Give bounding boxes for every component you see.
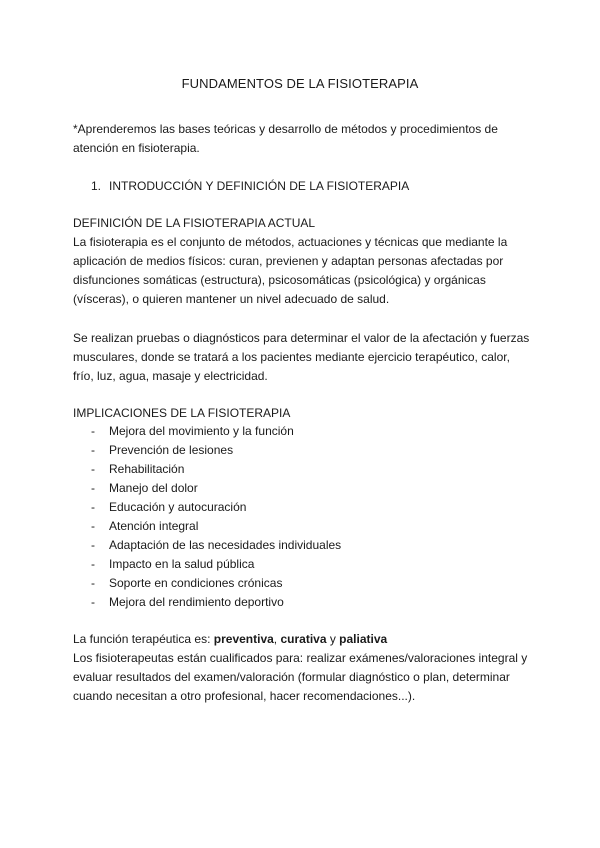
implications-heading: IMPLICACIONES DE LA FISIOTERAPIA <box>73 406 291 420</box>
list-item-text: Adaptación de las necesidades individuales <box>109 538 342 552</box>
function-sep-2: y <box>326 632 340 646</box>
list-item-text: Prevención de lesiones <box>109 443 234 457</box>
bullet-dash: - <box>91 462 95 476</box>
list-item <box>91 422 341 441</box>
list-item-text: Impacto en la salud pública <box>109 557 255 571</box>
tests-paragraph: Se realizan pruebas o diagnósticos para determinar el valor de la afectación y fuerzas musculares, donde se tratará a los pacientes mediante ejercicio terapéutico, calor, frío, luz, agua, masaje y electricidad. <box>73 331 530 383</box>
list-item-text: Mejora del movimiento y la función <box>109 424 294 438</box>
bullet-dash: - <box>91 481 95 495</box>
bullet-dash: - <box>91 595 95 609</box>
therapeutic-function-paragraph <box>73 630 533 649</box>
implications-list <box>91 422 341 612</box>
list-item <box>91 593 341 612</box>
list-item-text: Educación y autocuración <box>109 500 247 514</box>
section-1-heading <box>91 177 409 196</box>
list-item-text: Soporte en condiciones crónicas <box>109 576 283 590</box>
section-1-title: INTRODUCCIÓN Y DEFINICIÓN DE LA FISIOTERAPIA <box>109 179 410 193</box>
section-1-number: 1. <box>91 179 102 193</box>
function-curativa: curativa <box>280 632 327 646</box>
list-item <box>91 536 341 555</box>
bullet-dash: - <box>91 424 95 438</box>
bullet-dash: - <box>91 500 95 514</box>
list-item <box>91 555 341 574</box>
bullet-dash: - <box>91 443 95 457</box>
bullet-dash: - <box>91 538 95 552</box>
bullet-dash: - <box>91 576 95 590</box>
definition-paragraph: La fisioterapia es el conjunto de métodos, actuaciones y técnicas que mediante la aplicación de medios físicos: curan, previenen y adaptan personas afectadas por disfunciones somáticas (estructura), psicosomáticas (psicológica) y orgánicas (vísceras), o quieren mantener un nivel adecuado de salud. <box>73 235 508 306</box>
bullet-dash: - <box>91 557 95 571</box>
list-item-text: Manejo del dolor <box>109 481 198 495</box>
list-item <box>91 517 341 536</box>
list-item <box>91 441 341 460</box>
function-sep-1: , <box>273 632 281 646</box>
document-title: FUNDAMENTOS DE LA FISIOTERAPIA <box>181 76 419 91</box>
definition-heading: DEFINICIÓN DE LA FISIOTERAPIA ACTUAL <box>73 216 316 230</box>
list-item <box>91 574 341 593</box>
function-preventiva: preventiva <box>213 632 274 646</box>
function-prefix: La función terapéutica es: <box>73 632 214 646</box>
qualified-paragraph: Los fisioterapeutas están cualificados para: realizar exámenes/valoraciones integral y evaluar resultados del examen/valoración (formular diagnóstico o plan, determinar cuando necesitan a otro profesional, hacer recomendaciones...). <box>73 651 528 703</box>
list-item <box>91 498 341 517</box>
list-item-text: Atención integral <box>109 519 199 533</box>
function-paliativa: paliativa <box>339 632 388 646</box>
bullet-dash: - <box>91 519 95 533</box>
list-item-text: Rehabilitación <box>109 462 185 476</box>
list-item <box>91 460 341 479</box>
list-item-text: Mejora del rendimiento deportivo <box>109 595 284 609</box>
intro-paragraph: *Aprenderemos las bases teóricas y desarrollo de métodos y procedimientos de atención en fisioterapia. <box>73 122 498 155</box>
list-item <box>91 479 341 498</box>
